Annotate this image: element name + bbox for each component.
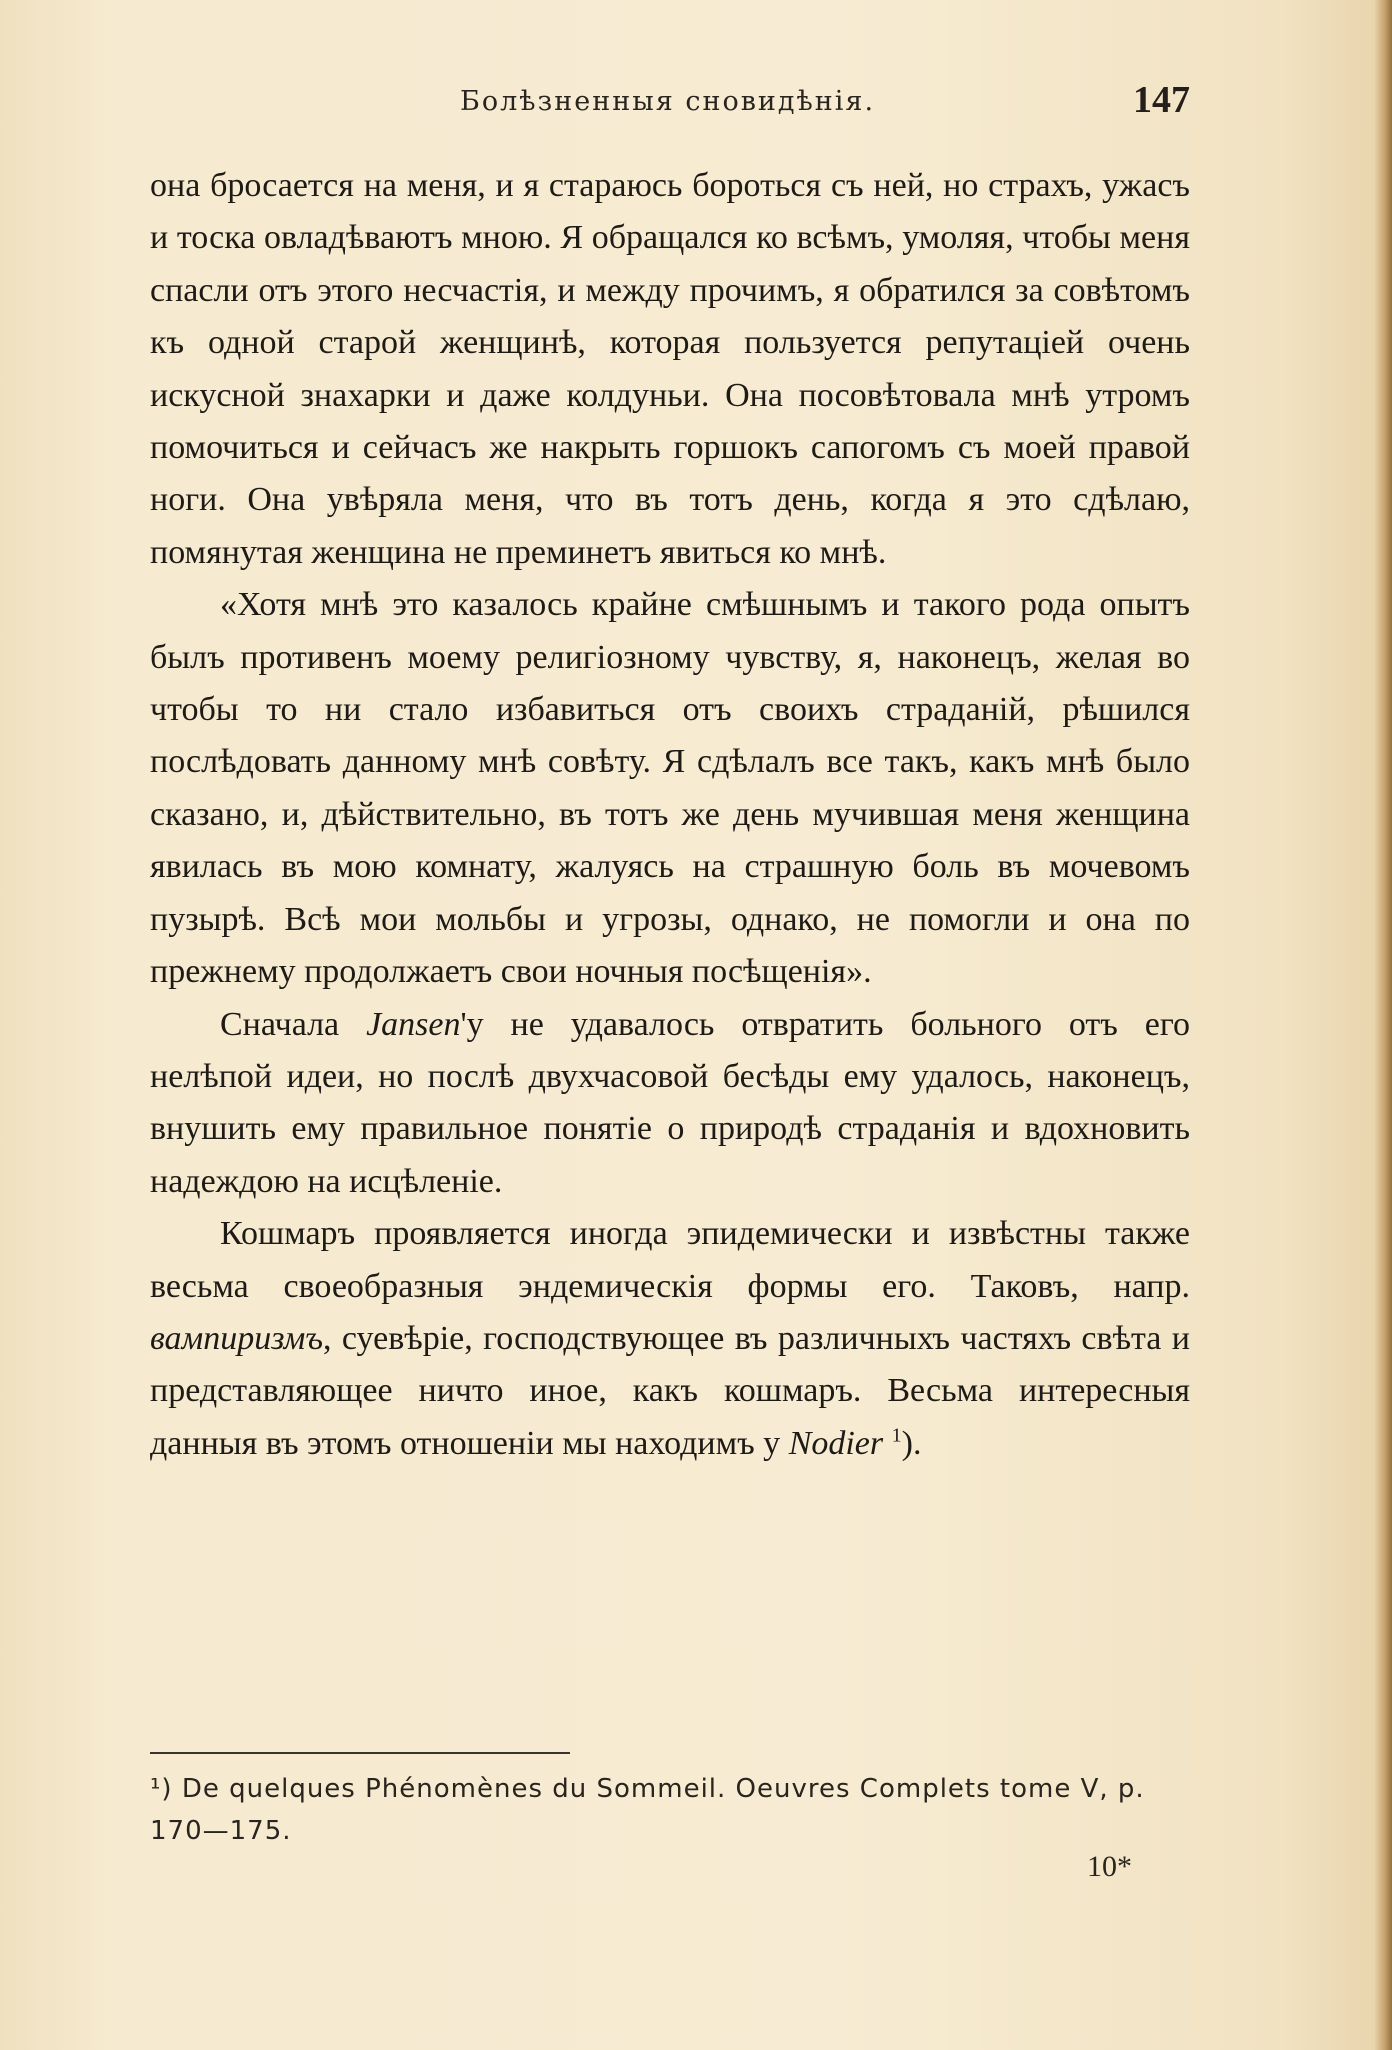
paragraph-4-after: ). — [901, 1424, 922, 1462]
page-number: 147 — [1133, 79, 1190, 121]
footnote-reference: 1 — [891, 1424, 902, 1447]
footnote-divider — [150, 1752, 570, 1754]
paragraph-1: она бросается на меня, и я стараюсь бороться съ ней, но страхъ, ужасъ и тоска овладѣваютъ мною. Я обращался ко всѣмъ, умоляя, чтобы меня спасли отъ этого несчастія, и между прочимъ, я обратился за совѣтомъ къ одной старой женщинѣ, которая пользуется репутаціей очень искусной знахарки и даже колдуньи. Она посовѣтовала мнѣ утромъ помочиться и сейчасъ же накрыть горшокъ сапогомъ съ моей правой ноги. Она увѣряла меня, что въ тотъ день, когда я это сдѣлаю, помянутая женщина не преминетъ явиться ко мнѣ. — [150, 167, 1190, 571]
paragraph-4 — [150, 1208, 1190, 1470]
signature-mark: 10* — [1087, 1850, 1132, 1883]
author-name-jansen: Jansen — [366, 1005, 461, 1043]
page-header — [150, 78, 1190, 128]
footnote — [150, 1768, 1190, 1852]
paragraph-4-before: Кошмаръ проявляется иногда эпидемически и извѣстны также весьма своеобразныя эндемическія формы его. Таковъ, напр. — [150, 1215, 1190, 1305]
paragraph-3 — [150, 999, 1190, 1209]
paragraph-3-after: 'у не удавалось отвратить больного отъ его нелѣпой идеи, но послѣ двухчасовой бесѣды ему удалось, наконецъ, внушить ему правильное понятіе о природѣ страданія и вдохновить надеждою на исцѣленіе. — [150, 1005, 1190, 1200]
paragraph-4-middle: , суевѣріе, господствующее въ различныхъ частяхъ свѣта и представляющее ничто иное, какъ кошмаръ. Весьма интересныя данныя въ этомъ отношеніи мы находимъ у — [150, 1319, 1190, 1462]
paragraph-2: «Хотя мнѣ это казалось крайне смѣшнымъ и такого рода опытъ былъ противенъ моему религіозному чувству, я, наконецъ, желая во чтобы то ни стало избавиться отъ своихъ страданій, рѣшился послѣдовать данному мнѣ совѣту. Я сдѣлалъ все такъ, какъ мнѣ было сказано, и, дѣйствительно, въ тотъ же день мучившая меня женщина явилась въ мою комнату, жалуясь на страшную боль въ мочевомъ пузырѣ. Всѣ мои мольбы и угрозы, однако, не помогли и она по прежнему продолжаетъ свои ночныя посѣщенія». — [150, 586, 1190, 991]
footnote-text: De quelques Phénomènes du Sommeil. Oeuvres Complets tome V, p. 170—175. — [150, 1774, 1145, 1846]
running-title: Болѣзненныя сновидѣнія. — [460, 86, 876, 117]
author-name-nodier: Nodier — [788, 1424, 884, 1462]
paragraph-3-before: Сначала — [220, 1005, 367, 1043]
footnote-marker: ¹) — [150, 1774, 173, 1804]
page-edge-shadow — [1374, 0, 1392, 2050]
body-text — [150, 160, 1190, 1470]
term-vampirism: вампиризмъ — [150, 1319, 323, 1357]
